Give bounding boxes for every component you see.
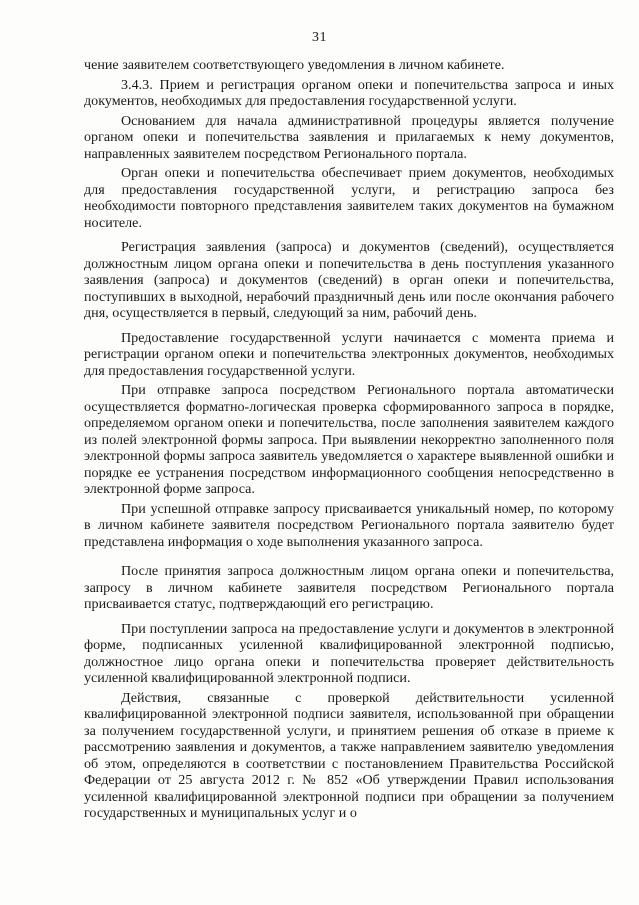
paragraph: Регистрация заявления (запроса) и документов (сведений), осуществляется должностным лицом органа опеки и попечительства в день поступления указанного заявления (запроса) и документов (сведений) в орган опеки и попечительства, поступивших в выходной, нерабочий праздничный день или после окончания рабочего дня, осуществляется в первый, следующий за ним, рабочий день. [84,239,614,321]
paragraph: После принятия запроса должностным лицом органа опеки и попечительства, запросу в личном кабинете заявителя посредством Регионального портала присваивается статус, подтверждающий его регистрацию. [84,563,614,612]
paragraph: При поступлении запроса на предоставление услуги и документов в электронной форме, подписанных усиленной квалифицированной электронной подписью, должностное лицо органа опеки и попечительства проверяет действительность усиленной квалифицированной электронной подписи. [84,620,614,686]
paragraph: 3.4.3. Прием и регистрация органом опеки и попечительства запроса и иных документов, необходимых для предоставления государственной услуги. [84,76,614,109]
paragraph: Действия, связанные с проверкой действительности усиленной квалифицированной электронной подписи заявителя, использованной при обращении за получением государственной услуги, и принятием решения об отказе в приеме к рассмотрению заявления и документов, а также направлением заявителю уведомления об этом, определяются в соответствии с постановлением Правительства Российской Федерации от 25 августа 2012 г. № 852 «Об утверждении Правил использования усиленной квалифицированной электронной подписи при обращении за получением государственных и муниципальных услуг и о [84,689,614,821]
page-number: 31 [312,30,327,45]
paragraph: чение заявителем соответствующего уведомления в личном кабинете. [84,57,505,73]
paragraph: Предоставление государственной услуги начинается с момента приема и регистрации органом опеки и попечительства электронных документов, необходимых для предоставления государственной услуги. [84,329,614,379]
paragraph: Основанием для начала административной процедуры является получение органом опеки и попечительства заявления и прилагаемых к нему документов, направленных заявителем посредством Регионального портала. [84,112,614,162]
paragraph: Орган опеки и попечительства обеспечивает прием документов, необходимых для предоставления государственной услуги, и регистрацию запроса без необходимости повторного представления заявителем таких документов на бумажном носителе. [84,165,614,231]
body-text [84,57,614,825]
paragraph: При отправке запроса посредством Регионального портала автоматически осуществляется форматно-логическая проверка сформированного запроса в порядке, определяемом органом опеки и попечительства, после заполнения заявителем каждого из полей электронной формы запроса. При выявлении некорректно заполненного поля электронной формы запроса заявитель уведомляется о характере выявленной ошибки и порядке ее устранения посредством информационного сообщения непосредственно в электронной форме запроса. [84,382,614,497]
paragraph: При успешной отправке запросу присваивается уникальный номер, по которому в личном кабинете заявителя посредством Регионального портала заявителю будет представлена информация о ходе выполнения указанного запроса. [84,500,614,550]
